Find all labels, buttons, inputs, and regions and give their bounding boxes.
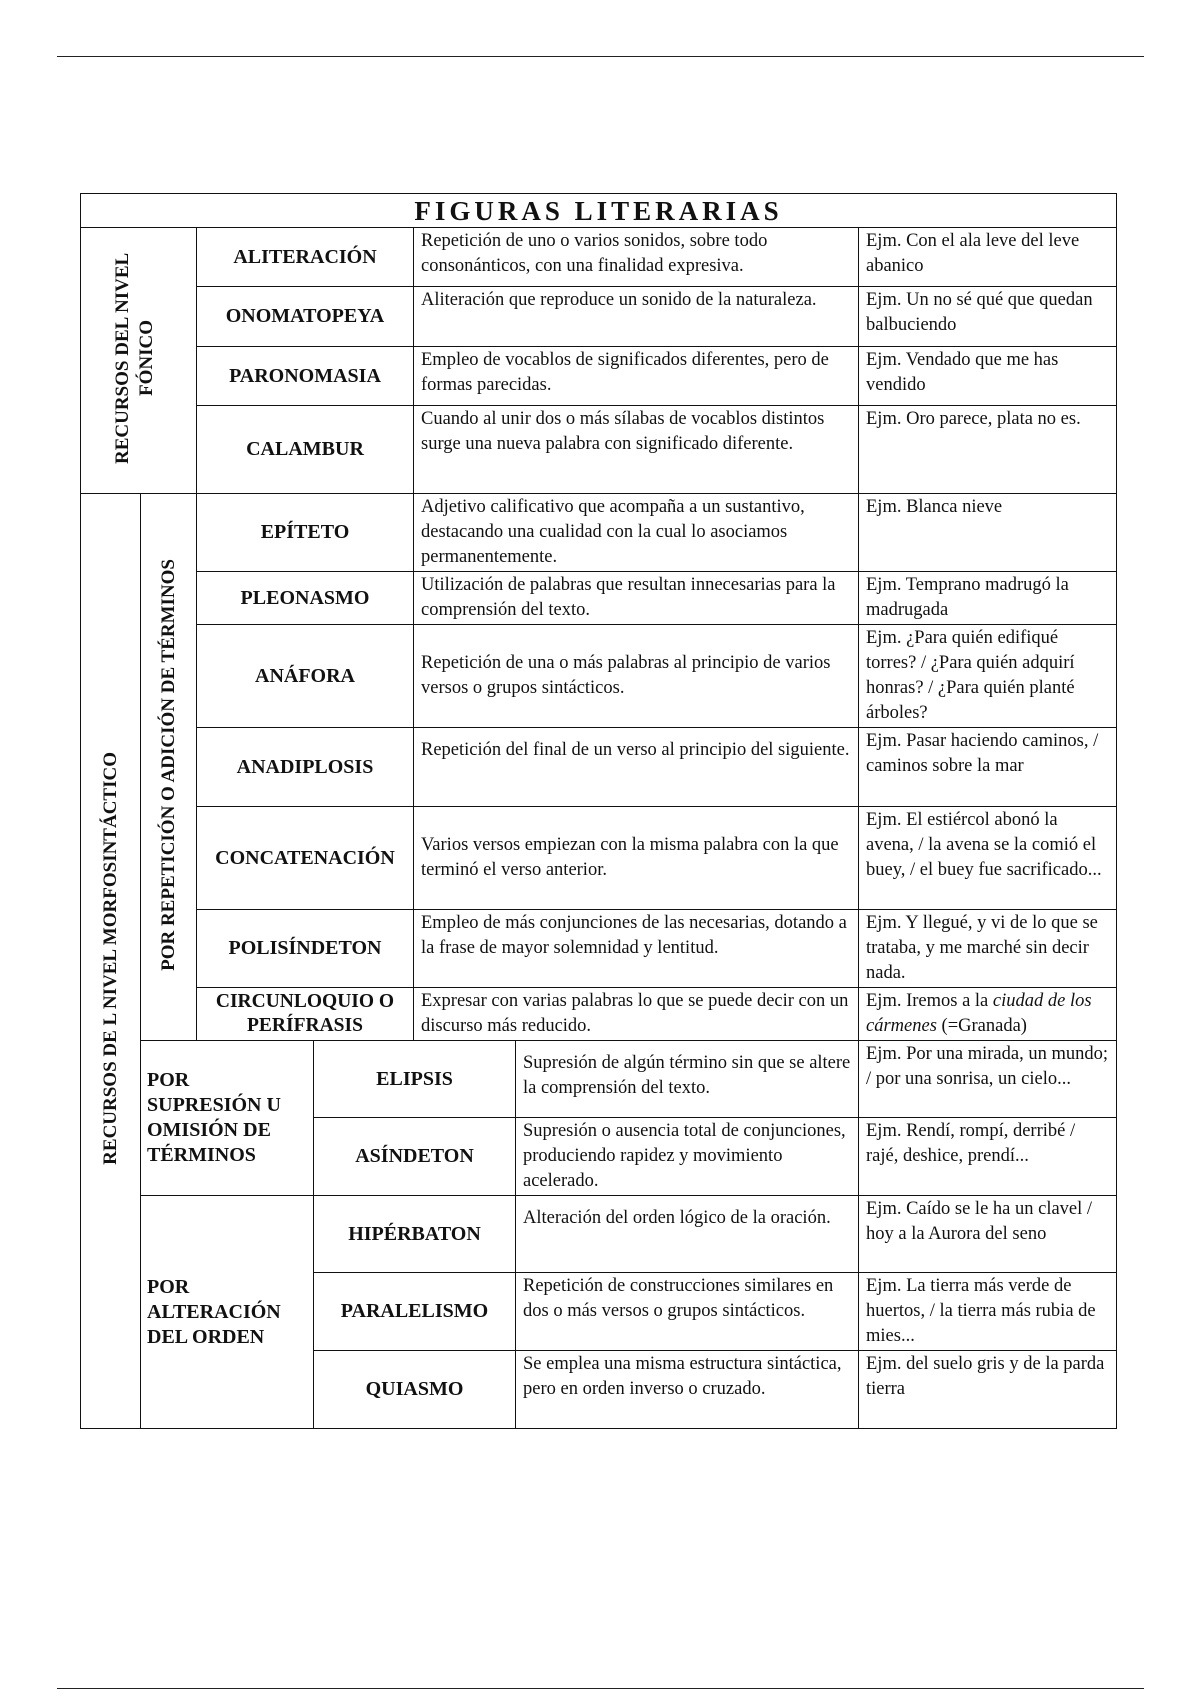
figure-description: Cuando al unir dos o más sílabas de vocablos distintos surge una nueva palabra con significado diferente. <box>414 406 859 494</box>
figure-description: Repetición de construcciones similares en dos o más versos o grupos sintácticos. <box>516 1273 859 1351</box>
figure-name: ASÍNDETON <box>314 1118 516 1196</box>
table-row <box>81 1196 1117 1273</box>
figures-table <box>80 193 1117 1429</box>
figure-description: Utilización de palabras que resultan innecesarias para la comprensión del texto. <box>414 572 859 625</box>
figure-example: Ejm. Temprano madrugó la madrugada <box>859 572 1117 625</box>
figure-name: QUIASMO <box>314 1351 516 1429</box>
figure-name: POLISÍNDETON <box>197 910 414 988</box>
figure-example: Ejm. El estiércol abonó la avena, / la avena se la comió el buey, / el buey fue sacrificado... <box>859 807 1117 910</box>
table-row <box>81 807 1117 910</box>
figure-example: Ejm. Un no sé qué que quedan balbuciendo <box>859 287 1117 346</box>
table-row <box>81 406 1117 494</box>
figure-example: Ejm. Oro parece, plata no es. <box>859 406 1117 494</box>
figure-name: CONCATENACIÓN <box>197 807 414 910</box>
figure-name: ALITERACIÓN <box>197 228 414 287</box>
figure-description: Alteración del orden lógico de la oración. <box>516 1196 859 1273</box>
figure-example: Ejm. Vendado que me has vendido <box>859 346 1117 405</box>
figure-example: Ejm. Pasar haciendo caminos, / caminos sobre la mar <box>859 728 1117 807</box>
table-row <box>81 728 1117 807</box>
group-repeticion: POR REPETICIÓN O ADICIÓN DE TÉRMINOS <box>141 494 197 1041</box>
figure-description: Adjetivo calificativo que acompaña a un sustantivo, destacando una cualidad con la cual lo asociamos permanentemente. <box>414 494 859 572</box>
table-row <box>81 287 1117 346</box>
figure-example: Ejm. Por una mirada, un mundo; / por una sonrisa, un cielo... <box>859 1041 1117 1118</box>
table-title: FIGURAS LITERARIAS <box>81 194 1117 228</box>
table-row <box>81 625 1117 728</box>
figure-example: Ejm. Rendí, rompí, derribé / rajé, deshice, prendí... <box>859 1118 1117 1196</box>
figure-example: Ejm. Blanca nieve <box>859 494 1117 572</box>
footer-rule <box>57 1688 1144 1689</box>
figure-description: Repetición de una o más palabras al principio de varios versos o grupos sintácticos. <box>414 625 859 728</box>
figure-name: PLEONASMO <box>197 572 414 625</box>
figure-example: Ejm. Y llegué, y vi de lo que se trataba, y me marché sin decir nada. <box>859 910 1117 988</box>
figure-name: ONOMATOPEYA <box>197 287 414 346</box>
figure-name: CIRCUNLOQUIO O PERÍFRASIS <box>197 988 414 1041</box>
figure-description: Repetición del final de un verso al principio del siguiente. <box>414 728 859 807</box>
figure-example: Ejm. La tierra más verde de huertos, / la tierra más rubia de mies... <box>859 1273 1117 1351</box>
group-fonico: RECURSOS DEL NIVEL FÓNICO <box>81 228 197 494</box>
figure-name: ELIPSIS <box>314 1041 516 1118</box>
figure-description: Supresión de algún término sin que se altere la comprensión del texto. <box>516 1041 859 1118</box>
table-row <box>81 572 1117 625</box>
figure-example: Ejm. Iremos a la ciudad de los cármenes (=Granada) <box>859 988 1117 1041</box>
figure-description: Empleo de vocablos de significados diferentes, pero de formas parecidas. <box>414 346 859 405</box>
figure-description: Aliteración que reproduce un sonido de la naturaleza. <box>414 287 859 346</box>
figure-name: CALAMBUR <box>197 406 414 494</box>
figure-description: Supresión o ausencia total de conjunciones, produciendo rapidez y movimiento acelerado. <box>516 1118 859 1196</box>
figure-name: ANADIPLOSIS <box>197 728 414 807</box>
table-row <box>81 910 1117 988</box>
table-row <box>81 346 1117 405</box>
header-rule <box>57 56 1144 57</box>
figure-description: Expresar con varias palabras lo que se puede decir con un discurso más reducido. <box>414 988 859 1041</box>
group-morfosintactico: RECURSOS DE L NIVEL MORFOSINTÁCTICO <box>81 494 141 1429</box>
figure-description: Repetición de uno o varios sonidos, sobre todo consonánticos, con una finalidad expresiva. <box>414 228 859 287</box>
table-row <box>81 988 1117 1041</box>
table-row <box>81 494 1117 572</box>
figure-example: Ejm. Con el ala leve del leve abanico <box>859 228 1117 287</box>
figure-name: EPÍTETO <box>197 494 414 572</box>
figure-example: Ejm. ¿Para quién edifiqué torres? / ¿Para quién adquirí honras? / ¿Para quién planté árboles? <box>859 625 1117 728</box>
figure-name: HIPÉRBATON <box>314 1196 516 1273</box>
figure-description: Se emplea una misma estructura sintáctica, pero en orden inverso o cruzado. <box>516 1351 859 1429</box>
figure-name: ANÁFORA <box>197 625 414 728</box>
figure-example: Ejm. Caído se le ha un clavel / hoy a la Aurora del seno <box>859 1196 1117 1273</box>
figure-description: Varios versos empiezan con la misma palabra con la que terminó el verso anterior. <box>414 807 859 910</box>
figure-description: Empleo de más conjunciones de las necesarias, dotando a la frase de mayor solemnidad y lentitud. <box>414 910 859 988</box>
figure-name: PARONOMASIA <box>197 346 414 405</box>
table-row <box>81 1041 1117 1118</box>
group-supresion: POR SUPRESIÓN U OMISIÓN DE TÉRMINOS <box>141 1041 314 1196</box>
figure-example: Ejm. del suelo gris y de la parda tierra <box>859 1351 1117 1429</box>
figure-name: PARALELISMO <box>314 1273 516 1351</box>
table-row <box>81 228 1117 287</box>
group-alteracion: POR ALTERACIÓN DEL ORDEN <box>141 1196 314 1429</box>
